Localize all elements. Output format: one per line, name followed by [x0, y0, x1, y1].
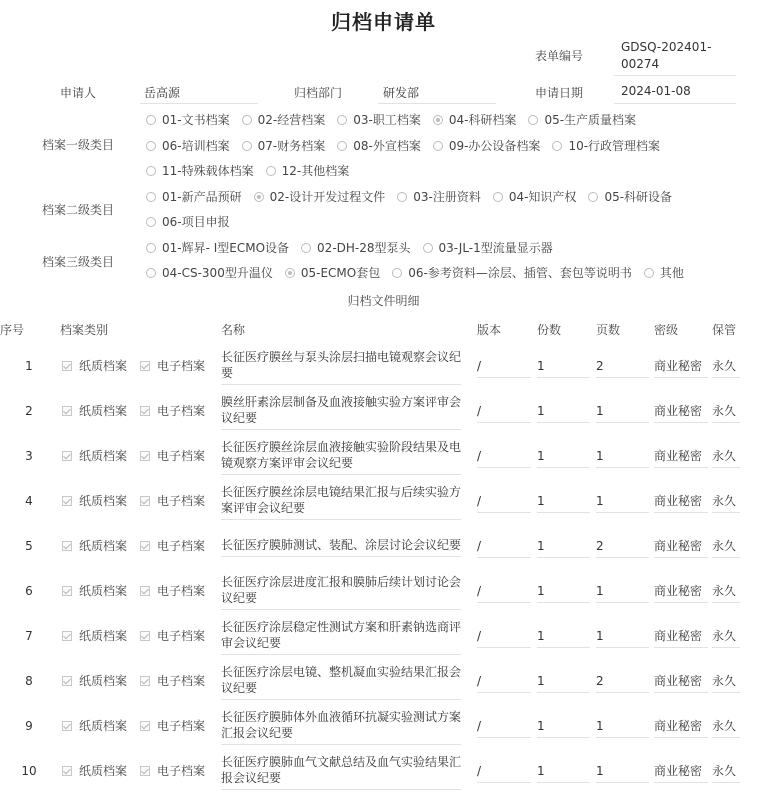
copies-field[interactable]: 1 [537, 623, 590, 648]
checkbox-checked-icon [140, 586, 150, 596]
paper-checkbox[interactable] [62, 492, 127, 509]
header-seq: 序号 [0, 322, 25, 337]
secret-level-field[interactable]: 商业秘密 [654, 668, 708, 693]
version-field[interactable]: / [477, 758, 531, 783]
header-version: 版本 [477, 322, 502, 337]
radio-label: 02-DH-28型泵头 [317, 241, 411, 255]
checkbox-checked-icon [140, 676, 150, 686]
radio-option[interactable] [254, 188, 386, 205]
radio-label: 07-财务档案 [257, 139, 326, 153]
radio-option[interactable] [242, 137, 326, 154]
level2-row-1 [146, 188, 684, 205]
radio-label: 06-培训档案 [162, 139, 230, 153]
electronic-label: 电子档案 [157, 584, 206, 598]
header-name: 名称 [221, 322, 246, 337]
radio-option[interactable] [552, 137, 660, 154]
table-header-row [0, 315, 760, 343]
radio-label: 06-参考资料—涂层、插管、套包等说明书 [408, 266, 632, 280]
paper-checkbox[interactable] [62, 672, 127, 689]
radio-option[interactable] [588, 188, 672, 205]
electronic-checkbox[interactable] [140, 402, 205, 419]
electronic-label: 电子档案 [157, 404, 206, 418]
radio-empty-icon [552, 141, 562, 151]
level1-row-3 [146, 162, 361, 179]
detail-section-title: 归档文件明细 [347, 294, 420, 308]
applicant-label: 申请人 [60, 86, 97, 100]
radio-empty-icon [337, 115, 347, 125]
version-field[interactable]: / [477, 668, 531, 693]
radio-label: 03-职工档案 [353, 113, 421, 127]
radio-label: 05-ECMO套包 [300, 266, 381, 280]
retention-field[interactable]: 永久 [712, 533, 740, 558]
paper-checkbox[interactable] [62, 627, 127, 644]
table-row [0, 703, 760, 748]
pages-field[interactable]: 2 [596, 533, 649, 558]
paper-label: 纸质档案 [79, 764, 128, 778]
radio-empty-icon [493, 192, 503, 202]
department-field[interactable]: 研发部 [383, 86, 420, 100]
electronic-checkbox[interactable] [140, 627, 205, 644]
level2-row-2 [146, 213, 242, 230]
paper-checkbox[interactable] [62, 447, 127, 464]
radio-option[interactable] [423, 239, 553, 256]
file-name-field[interactable]: 长征医疗膜丝涂层血液接触实验阶段结果及电镜观察方案评审会议纪要 [221, 437, 461, 475]
radio-label: 02-经营档案 [257, 113, 326, 127]
header-keep: 保管 [712, 322, 737, 337]
header-secret: 密级 [654, 322, 679, 337]
radio-label: 11-特殊载体档案 [162, 164, 254, 178]
copies-field[interactable]: 1 [537, 353, 590, 378]
paper-label: 纸质档案 [79, 719, 128, 733]
copies-field[interactable]: 1 [537, 668, 590, 693]
retention-field[interactable]: 永久 [712, 758, 740, 783]
electronic-label: 电子档案 [157, 764, 206, 778]
electronic-checkbox[interactable] [140, 537, 205, 554]
applicant-field[interactable]: 岳高源 [144, 86, 181, 100]
copies-field[interactable]: 1 [537, 578, 590, 603]
table-row [0, 388, 760, 433]
electronic-label: 电子档案 [157, 629, 206, 643]
row-seq: 7 [25, 628, 33, 643]
paper-label: 纸质档案 [79, 674, 128, 688]
copies-field[interactable]: 1 [537, 443, 590, 468]
radio-label: 04-知识产权 [508, 190, 577, 204]
radio-label: 01-文书档案 [162, 113, 230, 127]
radio-empty-icon [337, 141, 347, 151]
radio-empty-icon [392, 268, 402, 278]
version-field[interactable]: / [477, 713, 531, 738]
checkbox-checked-icon [62, 676, 72, 686]
radio-empty-icon [588, 192, 598, 202]
level1-row-2 [146, 137, 672, 154]
radio-option[interactable] [433, 111, 517, 128]
retention-field[interactable]: 永久 [712, 443, 740, 468]
checkbox-checked-icon [140, 496, 150, 506]
department-label: 归档部门 [294, 86, 343, 100]
header-type: 档案类别 [60, 322, 109, 337]
version-field[interactable]: / [477, 353, 531, 378]
checkbox-checked-icon [62, 406, 72, 416]
copies-field[interactable]: 1 [537, 398, 590, 423]
checkbox-checked-icon [62, 496, 72, 506]
radio-selected-icon [433, 115, 443, 125]
retention-field[interactable]: 永久 [712, 713, 740, 738]
radio-option[interactable] [285, 264, 380, 281]
secret-level-field[interactable]: 商业秘密 [654, 353, 708, 378]
file-name-field[interactable]: 长征医疗膜丝涂层电镜结果汇报与后续实验方案评审会议纪要 [221, 482, 461, 520]
level3-row-1 [146, 239, 565, 256]
checkbox-checked-icon [62, 721, 72, 731]
secret-level-field[interactable]: 商业秘密 [654, 713, 708, 738]
radio-option[interactable] [146, 264, 273, 281]
radio-label: 12-其他档案 [281, 164, 350, 178]
radio-option[interactable] [493, 188, 577, 205]
radio-empty-icon [146, 115, 156, 125]
radio-empty-icon [146, 192, 156, 202]
table-row [0, 658, 760, 703]
retention-field[interactable]: 永久 [712, 398, 740, 423]
pages-field[interactable]: 1 [596, 398, 649, 423]
radio-label: 04-科研档案 [448, 113, 517, 127]
paper-label: 纸质档案 [79, 359, 128, 373]
paper-label: 纸质档案 [79, 539, 128, 553]
radio-empty-icon [146, 217, 156, 227]
copies-field[interactable]: 1 [537, 533, 590, 558]
radio-option[interactable] [146, 111, 230, 128]
version-field[interactable]: / [477, 533, 531, 558]
table-row [0, 523, 760, 568]
level1-label: 档案一级类目 [41, 138, 114, 152]
row-seq: 6 [25, 583, 33, 598]
radio-option[interactable] [301, 239, 410, 256]
radio-empty-icon [146, 141, 156, 151]
secret-level-field[interactable]: 商业秘密 [654, 443, 708, 468]
retention-field[interactable]: 永久 [712, 488, 740, 513]
copies-field[interactable]: 1 [537, 713, 590, 738]
copies-field[interactable]: 1 [537, 758, 590, 783]
row-seq: 3 [25, 448, 33, 463]
row-seq: 2 [25, 403, 33, 418]
radio-empty-icon [301, 243, 311, 253]
row-seq: 5 [25, 538, 33, 553]
electronic-checkbox[interactable] [140, 582, 205, 599]
copies-field[interactable]: 1 [537, 488, 590, 513]
row-seq: 10 [21, 763, 37, 778]
radio-label: 其他 [659, 266, 684, 280]
row-seq: 8 [25, 673, 33, 688]
electronic-checkbox[interactable] [140, 492, 205, 509]
file-name-field[interactable]: 长征医疗膜肺血气文献总结及血气实验结果汇报会议纪要 [221, 752, 461, 790]
table-row [0, 433, 760, 478]
radio-label: 03-注册资料 [413, 190, 481, 204]
apply-date-label: 申请日期 [535, 86, 584, 100]
radio-empty-icon [528, 115, 538, 125]
table-row [0, 613, 760, 658]
retention-field[interactable]: 永久 [712, 353, 740, 378]
radio-label: 03-JL-1型流量显示器 [438, 241, 553, 255]
checkbox-checked-icon [62, 451, 72, 461]
checkbox-checked-icon [140, 721, 150, 731]
level3-row-2 [146, 264, 696, 281]
secret-level-field[interactable]: 商业秘密 [654, 488, 708, 513]
row-seq: 4 [25, 493, 33, 508]
paper-label: 纸质档案 [79, 404, 128, 418]
radio-empty-icon [266, 166, 276, 176]
checkbox-checked-icon [62, 631, 72, 641]
pages-field[interactable]: 1 [596, 488, 649, 513]
paper-checkbox[interactable] [62, 402, 127, 419]
pages-field[interactable]: 1 [596, 443, 649, 468]
paper-label: 纸质档案 [79, 584, 128, 598]
version-field[interactable]: / [477, 398, 531, 423]
version-field[interactable]: / [477, 443, 531, 468]
radio-label: 08-外宣档案 [353, 139, 421, 153]
version-field[interactable]: / [477, 578, 531, 603]
retention-field[interactable]: 永久 [712, 623, 740, 648]
radio-option[interactable] [146, 213, 230, 230]
paper-checkbox[interactable] [62, 762, 127, 779]
pages-field[interactable]: 1 [596, 623, 649, 648]
radio-option[interactable] [433, 137, 541, 154]
secret-level-field[interactable]: 商业秘密 [654, 623, 708, 648]
retention-field[interactable]: 永久 [712, 578, 740, 603]
paper-checkbox[interactable] [62, 717, 127, 734]
paper-label: 纸质档案 [79, 629, 128, 643]
electronic-checkbox[interactable] [140, 717, 205, 734]
paper-checkbox[interactable] [62, 357, 127, 374]
electronic-checkbox[interactable] [140, 672, 205, 689]
electronic-label: 电子档案 [157, 359, 206, 373]
header-pages: 页数 [596, 322, 621, 337]
radio-empty-icon [433, 141, 443, 151]
electronic-checkbox[interactable] [140, 762, 205, 779]
radio-empty-icon [146, 268, 156, 278]
pages-field[interactable]: 1 [596, 713, 649, 738]
checkbox-checked-icon [140, 631, 150, 641]
radio-label: 04-CS-300型升温仪 [162, 266, 273, 280]
table-row [0, 748, 760, 793]
checkbox-checked-icon [140, 451, 150, 461]
secret-level-field[interactable]: 商业秘密 [654, 578, 708, 603]
pages-field[interactable]: 2 [596, 668, 649, 693]
level1-row-1 [146, 111, 648, 128]
radio-option[interactable] [397, 188, 481, 205]
electronic-checkbox[interactable] [140, 447, 205, 464]
checkbox-checked-icon [140, 361, 150, 371]
checkbox-checked-icon [140, 766, 150, 776]
paper-label: 纸质档案 [79, 494, 128, 508]
file-name-field[interactable]: 长征医疗膜肺体外血液循环抗凝实验测试方案汇报会议纪要 [221, 707, 461, 745]
electronic-label: 电子档案 [157, 494, 206, 508]
pages-field[interactable]: 2 [596, 353, 649, 378]
radio-option[interactable] [644, 264, 684, 281]
radio-label: 06-项目申报 [162, 215, 230, 229]
checkbox-checked-icon [62, 541, 72, 551]
file-name-field[interactable]: 长征医疗涂层电镜、整机凝血实验结果汇报会议纪要 [221, 662, 461, 700]
table-row [0, 478, 760, 523]
file-name-field[interactable]: 膜丝肝素涂层制备及血液接触实验方案评审会议纪要 [221, 392, 461, 430]
checkbox-checked-icon [62, 586, 72, 596]
table-row [0, 343, 760, 388]
paper-label: 纸质档案 [79, 449, 128, 463]
radio-empty-icon [397, 192, 407, 202]
radio-label: 01-辉昇- I型ECMO设备 [162, 241, 290, 255]
secret-level-field[interactable]: 商业秘密 [654, 398, 708, 423]
row-seq: 9 [25, 718, 33, 733]
retention-field[interactable]: 永久 [712, 668, 740, 693]
checkbox-checked-icon [140, 541, 150, 551]
checkbox-checked-icon [62, 766, 72, 776]
radio-selected-icon [285, 268, 295, 278]
header-copies: 份数 [537, 322, 562, 337]
radio-option[interactable] [146, 188, 242, 205]
radio-option[interactable] [242, 111, 326, 128]
radio-option[interactable] [337, 137, 421, 154]
radio-label: 10-行政管理档案 [568, 139, 661, 153]
radio-label: 01-新产品预研 [162, 190, 242, 204]
form-no-value: GDSQ-202401- 00274 [621, 40, 712, 71]
paper-checkbox[interactable] [62, 582, 127, 599]
electronic-label: 电子档案 [157, 719, 206, 733]
radio-label: 05-科研设备 [604, 190, 673, 204]
file-name-field[interactable]: 长征医疗膜丝与泵头涂层扫描电镜观察会议纪要 [221, 347, 461, 385]
radio-empty-icon [146, 166, 156, 176]
archive-files-table [0, 315, 760, 793]
file-name-field[interactable]: 长征医疗膜肺测试、装配、涂层讨论会议纪要 [221, 535, 461, 557]
electronic-label: 电子档案 [157, 539, 206, 553]
radio-empty-icon [146, 243, 156, 253]
level3-label: 档案三级类目 [41, 255, 114, 269]
apply-date-field[interactable]: 2024-01-08 [621, 84, 691, 98]
table-row [0, 568, 760, 613]
secret-level-field[interactable]: 商业秘密 [654, 533, 708, 558]
checkbox-checked-icon [140, 406, 150, 416]
radio-option[interactable] [266, 162, 350, 179]
file-name-field[interactable]: 长征医疗涂层进度汇报和膜肺后续计划讨论会议纪要 [221, 572, 461, 610]
paper-checkbox[interactable] [62, 537, 127, 554]
radio-label: 09-办公设备档案 [448, 139, 541, 153]
radio-selected-icon [254, 192, 264, 202]
version-field[interactable]: / [477, 488, 531, 513]
pages-field[interactable]: 1 [596, 578, 649, 603]
radio-label: 02-设计开发过程文件 [269, 190, 386, 204]
radio-option[interactable] [528, 111, 636, 128]
form-no-label: 表单编号 [535, 49, 584, 63]
radio-option[interactable] [146, 137, 230, 154]
file-name-field[interactable]: 长征医疗涂层稳定性测试方案和肝素钠选商评审会议纪要 [221, 617, 461, 655]
radio-empty-icon [644, 268, 654, 278]
radio-option[interactable] [337, 111, 421, 128]
pages-field[interactable]: 1 [596, 758, 649, 783]
radio-empty-icon [242, 115, 252, 125]
version-field[interactable]: / [477, 623, 531, 648]
radio-empty-icon [423, 243, 433, 253]
electronic-checkbox[interactable] [140, 357, 205, 374]
row-seq: 1 [25, 358, 33, 373]
electronic-label: 电子档案 [157, 449, 206, 463]
electronic-label: 电子档案 [157, 674, 206, 688]
secret-level-field[interactable]: 商业秘密 [654, 758, 708, 783]
radio-empty-icon [242, 141, 252, 151]
radio-option[interactable] [146, 162, 254, 179]
form-title: 归档申请单 [331, 10, 436, 34]
radio-label: 05-生产质量档案 [544, 113, 637, 127]
radio-option[interactable] [146, 239, 289, 256]
level2-label: 档案二级类目 [41, 203, 114, 217]
radio-option[interactable] [392, 264, 632, 281]
checkbox-checked-icon [62, 361, 72, 371]
